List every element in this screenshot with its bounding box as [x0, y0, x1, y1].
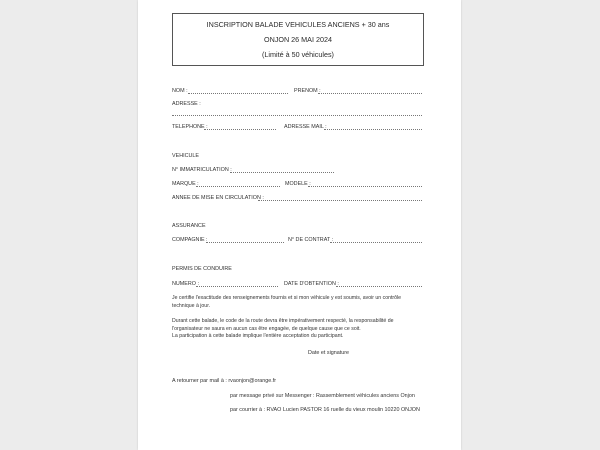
form-page	[138, 0, 461, 450]
conditions-text: Durant cette balade, le code de la route devra être impérativement respecté, la responsabilité de l'organisateur ne saura en aucun cas être engagée, de quelque cause que ce soit. La participation à cette balade implique l'entière acceptation du participant.	[172, 318, 394, 340]
modele-label: MODELE :	[285, 181, 311, 187]
contrat-label: N° DE CONTRAT :	[288, 237, 334, 243]
telephone-label: TELEPHONE :	[172, 124, 208, 130]
contrat-field[interactable]	[330, 242, 422, 243]
certification-text: Je certifie l'exactitude des renseignements fournis et si mon véhicule y est soumis, avoir un contrôle technique à jour.	[172, 295, 402, 309]
numero-label: NUMERO :	[172, 281, 199, 287]
header-limit: (Limité à 50 véhicules)	[262, 50, 334, 59]
retour-courrier: par courrier à : RVAO Lucien PASTOR 16 ruelle du vieux moulin 10220 ONJON	[230, 407, 420, 413]
header-title: INSCRIPTION BALADE VEHICULES ANCIENS + 30 ans	[206, 20, 390, 29]
prenom-label: PRENOM :	[294, 88, 321, 94]
retour-mail: A retourner par mail à : rvaonjon@orange.fr	[172, 378, 277, 384]
signature-label: Date et signature	[308, 350, 350, 356]
date-obtention-field[interactable]	[336, 286, 422, 287]
retour-messenger: par message privé sur Messenger : Rassemblement véhicules anciens Onjon	[230, 393, 415, 399]
mise-en-circulation-field[interactable]	[258, 200, 422, 201]
permis-section-title: PERMIS DE CONDUIRE	[172, 266, 232, 272]
adresse-field[interactable]	[172, 115, 422, 116]
adresse-mail-label: ADRESSE MAIL :	[284, 124, 327, 130]
numero-field[interactable]	[196, 286, 278, 287]
vehicule-section-title: VEHICULE	[172, 153, 199, 159]
marque-field[interactable]	[196, 186, 280, 187]
adresse-mail-field[interactable]	[324, 129, 422, 130]
adresse-label: ADRESSE :	[172, 101, 201, 107]
compagnie-label: COMPAGNIE :	[172, 237, 208, 243]
header-box	[172, 13, 424, 66]
nom-label: NOM :	[172, 88, 188, 94]
telephone-field[interactable]	[204, 129, 276, 130]
nom-field[interactable]	[188, 93, 288, 94]
header-date: ONJON 26 MAI 2024	[264, 35, 332, 44]
prenom-field[interactable]	[318, 93, 422, 94]
mise-en-circulation-label: ANNEE DE MISE EN CIRCULATION :	[172, 195, 264, 201]
assurance-section-title: ASSURANCE	[172, 223, 206, 229]
compagnie-field[interactable]	[206, 242, 284, 243]
immatriculation-label: N° IMMATRICULATION :	[172, 167, 232, 173]
marque-label: MARQUE :	[172, 181, 199, 187]
immatriculation-field[interactable]	[230, 172, 334, 173]
modele-field[interactable]	[308, 186, 422, 187]
date-obtention-label: DATE D'OBTENTION :	[284, 281, 339, 287]
